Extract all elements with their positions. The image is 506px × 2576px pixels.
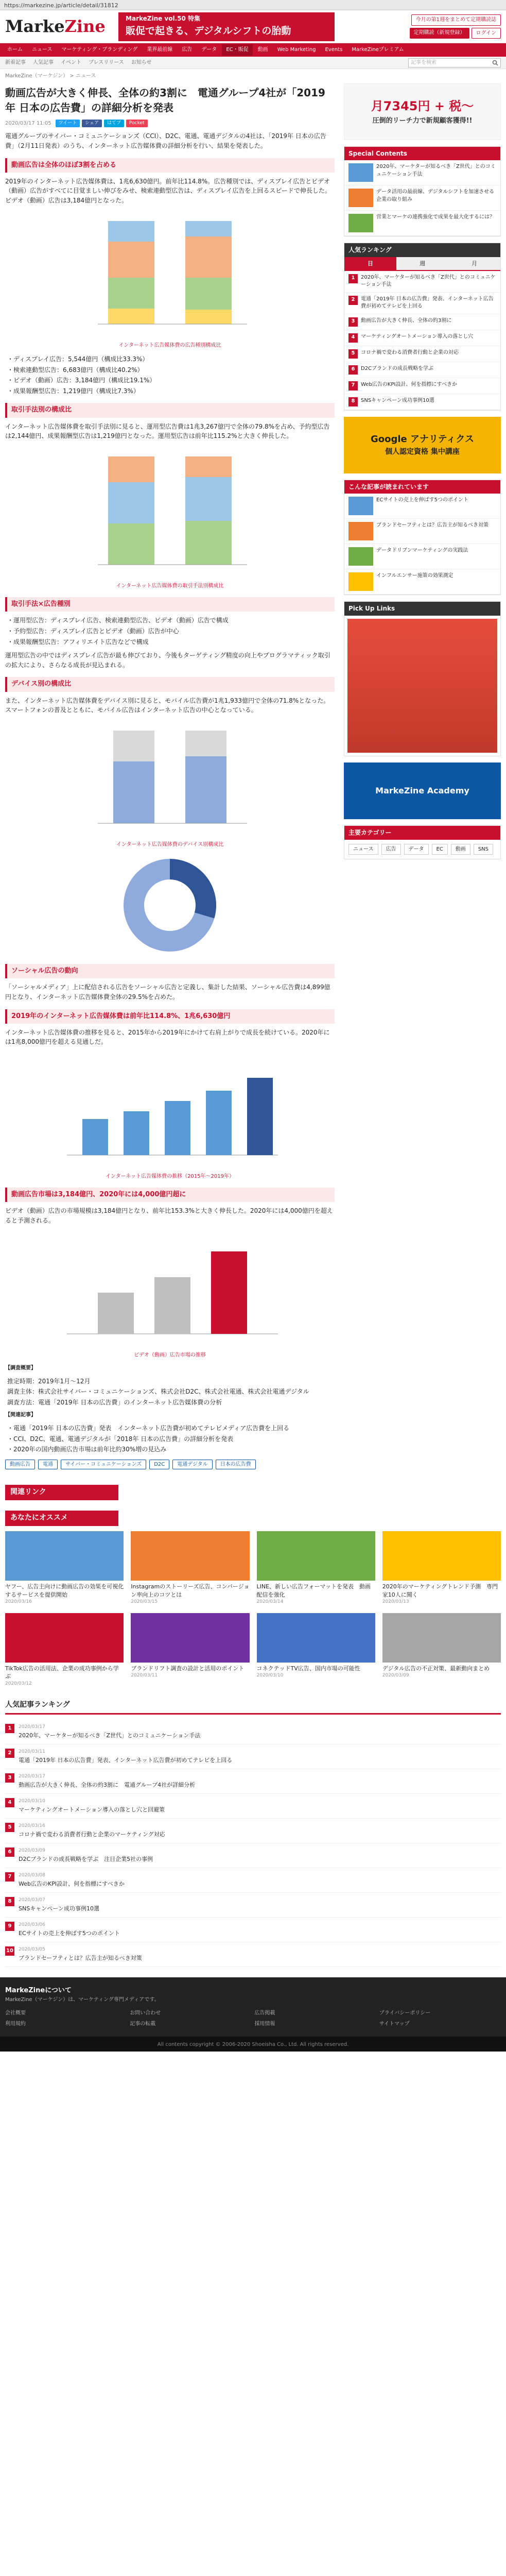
ad-title: 月7345円 + 税〜 bbox=[371, 98, 474, 113]
list-item: ・電通「2019年 日本の広告費」発表 インターネット広告費が初めてテレビメディア広告費を上回る bbox=[7, 1424, 290, 1432]
rank-date: 2020/03/06 bbox=[19, 1922, 45, 1928]
rank-title: マーケティングオートメーション導入の落とし穴 bbox=[361, 333, 474, 340]
categories bbox=[344, 825, 501, 859]
list-item: ・ビデオ（動画）広告：3,184億円（構成比19.1%） bbox=[7, 377, 156, 384]
rank-number: 3 bbox=[348, 317, 358, 327]
rank-title: 動画広告が大きく伸長、全体の約3割に 電通グループ4社が詳細分析 bbox=[19, 1782, 196, 1789]
rank-number: 8 bbox=[348, 397, 358, 406]
read-articles bbox=[344, 480, 501, 596]
category-link[interactable]: SNS bbox=[474, 844, 493, 855]
ranking-row[interactable] bbox=[5, 1794, 501, 1819]
rank-number: 2 bbox=[348, 296, 358, 305]
figure-stacked-bar-3 bbox=[5, 720, 335, 849]
category-link[interactable]: 動画 bbox=[451, 844, 470, 855]
card-thumbnail bbox=[5, 1531, 124, 1581]
nav-item[interactable]: EC・販促 bbox=[222, 44, 252, 56]
bar bbox=[82, 1119, 108, 1155]
rank-number: 7 bbox=[348, 381, 358, 391]
bar-segment bbox=[185, 477, 232, 521]
side-heading: Pick Up Links bbox=[344, 602, 500, 616]
list-item: ・CCI、D2C、電通、電通デジタルが「2018年 日本の広告費」の詳細分析を発表 bbox=[7, 1435, 234, 1443]
rank-number: 6 bbox=[5, 1848, 14, 1857]
side-list-item[interactable] bbox=[344, 211, 500, 236]
side-list-item[interactable] bbox=[344, 544, 500, 569]
search-placeholder: 記事を検索 bbox=[411, 59, 437, 65]
thumbnail bbox=[348, 497, 373, 515]
footer-link[interactable]: 利用規約 bbox=[5, 2021, 26, 2027]
side-item-title: ECサイトの売上を伸ばす5つのポイント bbox=[376, 497, 468, 503]
rank-item[interactable] bbox=[344, 293, 500, 314]
bar-segment bbox=[113, 731, 154, 761]
tag-link[interactable]: サイバー・コミュニケーションズ bbox=[61, 1460, 146, 1470]
sidebar bbox=[344, 83, 501, 866]
side-list-item[interactable] bbox=[344, 519, 500, 544]
card-thumbnail bbox=[257, 1613, 375, 1663]
recommend-card[interactable] bbox=[5, 1531, 124, 1606]
article-date: 2020/03/17 11:05 bbox=[5, 120, 51, 126]
rank-title: 電通「2019年 日本の広告費」発表、インターネット広告費が初めてテレビを上回る bbox=[19, 1757, 233, 1764]
rank-date: 2020/03/17 bbox=[19, 1774, 45, 1780]
recommend-card[interactable] bbox=[5, 1613, 124, 1688]
footer-link[interactable]: 会社概要 bbox=[5, 2010, 26, 2016]
figure-caption: インターネット広告媒体費の広告種別構成比 bbox=[118, 342, 221, 348]
bar bbox=[206, 1091, 232, 1155]
search-icon[interactable] bbox=[492, 60, 498, 66]
rank-number: 9 bbox=[5, 1922, 14, 1931]
breadcrumb[interactable]: MarkeZine（マーケジン） > ニュース bbox=[5, 73, 96, 79]
card-title: 2020年のマーケティングトレンド予測 専門家10人に聞く bbox=[382, 1583, 498, 1598]
side-list-item[interactable] bbox=[344, 160, 500, 185]
site-logo[interactable]: Marke Zine bbox=[5, 16, 106, 36]
login-button[interactable]: ログイン bbox=[472, 28, 501, 39]
side-item-title: データ活用の最前線、デジタルシフトを加速させる企業の取り組み bbox=[376, 189, 495, 202]
card-title: ヤフー、広告主向けに動画広告の効果を可視化するサービスを提供開始 bbox=[5, 1583, 124, 1598]
special-contents bbox=[344, 146, 501, 237]
thumbnail bbox=[348, 572, 373, 591]
thumbnail bbox=[348, 189, 373, 207]
rank-title: D2Cブランドの成長戦略を学ぶ bbox=[361, 365, 434, 371]
footer-heading: MarkeZineについて bbox=[5, 1986, 72, 1994]
card-thumbnail bbox=[257, 1531, 375, 1581]
rank-number: 4 bbox=[348, 333, 358, 343]
paragraph: また、インターネット広告媒体費をデバイス別に見ると、モバイル広告費が1兆1,933億円で全体の71.8%となった。スマートフォンの普及とともに、モバイル広告はインターネット広告の中心となっている。 bbox=[5, 697, 330, 714]
rank-number: 4 bbox=[5, 1798, 14, 1807]
copyright: All contents copyright © 2006-2020 Shoeisha Co., Ltd. All rights reserved. bbox=[0, 2037, 506, 2052]
rank-number: 5 bbox=[5, 1823, 14, 1832]
footer-link[interactable]: 記事の転載 bbox=[130, 2021, 156, 2027]
rank-title: 2020年、マーケターが知るべき「Z世代」とのコミュニケーション手法 bbox=[19, 1732, 201, 1739]
ranking-row[interactable] bbox=[5, 1893, 501, 1918]
bar-segment bbox=[108, 221, 154, 242]
list-item: 調査方法：電通「2019年 日本の広告費」のインターネット広告媒体費の分析 bbox=[7, 1398, 222, 1406]
stacked-bar-chart bbox=[77, 720, 263, 839]
bar-segment bbox=[185, 521, 232, 565]
rank-number: 7 bbox=[5, 1872, 14, 1882]
list-item: ・検索連動型広告：6,683億円（構成比40.2%） bbox=[7, 366, 144, 374]
card-thumbnail bbox=[5, 1613, 124, 1663]
bar-segment bbox=[185, 236, 232, 278]
figure-stacked-bar-1 bbox=[5, 211, 335, 350]
recommend-card[interactable] bbox=[257, 1531, 375, 1606]
card-thumbnail bbox=[131, 1531, 249, 1581]
ranking-box bbox=[344, 243, 501, 411]
subscribe-link[interactable]: 今月の第1週をまとめて定期購読誌 bbox=[411, 14, 501, 26]
category-link[interactable]: EC bbox=[432, 844, 448, 855]
rank-tab[interactable]: 週 bbox=[396, 257, 448, 270]
ranking-row[interactable] bbox=[5, 1744, 501, 1769]
recommend-section bbox=[0, 1511, 506, 1688]
ranking-row[interactable] bbox=[5, 1720, 501, 1744]
bar-segment bbox=[108, 242, 154, 278]
related-list bbox=[7, 1423, 335, 1454]
footer-link[interactable]: 広告掲載 bbox=[254, 2010, 275, 2016]
figure-video-bar bbox=[5, 1231, 335, 1360]
thumbnail bbox=[348, 214, 373, 232]
rank-item[interactable] bbox=[344, 378, 500, 394]
ranking-row[interactable] bbox=[5, 1918, 501, 1942]
rank-item[interactable] bbox=[344, 314, 500, 330]
rank-date: 2020/03/10 bbox=[19, 1799, 45, 1804]
bar-segment bbox=[108, 278, 154, 309]
ranking-row[interactable] bbox=[5, 1942, 501, 1967]
rank-number: 10 bbox=[5, 1946, 14, 1956]
figure-caption: インターネット広告媒体費のデバイス別構成比 bbox=[116, 841, 224, 848]
category-link[interactable]: ニュース bbox=[348, 844, 378, 855]
tag-link[interactable]: 電通デジタル bbox=[172, 1460, 212, 1470]
card-date: 2020/03/15 bbox=[131, 1599, 158, 1605]
subnav-item[interactable]: 新着記事 bbox=[5, 59, 26, 65]
bar bbox=[165, 1101, 190, 1155]
register-button[interactable]: 定期購読（新規登録） bbox=[410, 28, 469, 39]
rank-date: 2020/03/08 bbox=[19, 1873, 45, 1878]
card-title: デジタル広告の不正対策、最新動向まとめ bbox=[382, 1665, 490, 1672]
ad-subtitle: 圧倒的リーチ力で新規顧客獲得!! bbox=[372, 117, 473, 125]
nav-item[interactable]: 広告 bbox=[182, 47, 193, 53]
section-heading: あなたにオススメ bbox=[5, 1511, 118, 1526]
list-item: ・2020年の国内動画広告市場は前年比約30%増の見込み bbox=[7, 1446, 167, 1453]
subnav-item[interactable]: お知らせ bbox=[131, 59, 152, 65]
bar bbox=[211, 1251, 247, 1334]
recommend-card[interactable] bbox=[131, 1613, 249, 1688]
card-date: 2020/03/13 bbox=[382, 1599, 409, 1605]
figure-caption: ビデオ（動画）広告市場の推移 bbox=[134, 1352, 206, 1358]
rank-title: 電通「2019年 日本の広告費」発表、インターネット広告費が初めてテレビを上回る bbox=[361, 296, 494, 310]
list-item: ・予約型広告：ディスプレイ広告とビデオ（動画）広告が中心 bbox=[7, 627, 179, 635]
method-list bbox=[7, 1377, 335, 1408]
card-title: Instagramのストーリーズ広告、コンバージョン率向上のコツとは bbox=[131, 1583, 250, 1598]
rank-tab[interactable]: 日 bbox=[344, 257, 396, 270]
url-bar[interactable]: https://markezine.jp/article/detail/31812 bbox=[0, 0, 506, 10]
related-title: 【関連記事】 bbox=[5, 1412, 36, 1418]
pickup-banner[interactable] bbox=[347, 619, 497, 753]
article-lead: 電通グループのサイバー・コミュニケーションズ（CCI）、D2C、電通、電通デジタルの4社は、「2019年 日本の広告費」（2月11日発表）のうち、インターネット広告媒体費の詳細分析を行い、結果を発表した。 bbox=[5, 132, 326, 150]
nav-item[interactable]: ニュース bbox=[32, 47, 53, 53]
card-title: コネクテッドTV広告、国内市場の可能性 bbox=[256, 1665, 360, 1672]
section-heading: 関連リンク bbox=[5, 1485, 118, 1500]
site-header bbox=[0, 10, 506, 43]
figure-donut bbox=[5, 854, 335, 957]
rank-date: 2020/03/07 bbox=[19, 1897, 45, 1903]
bar-segment bbox=[185, 756, 226, 823]
bar-segment bbox=[185, 731, 226, 756]
side-item-title: ブランドセーフティとは？広告主が知るべき対策 bbox=[376, 522, 488, 529]
bar-segment bbox=[185, 456, 232, 477]
ranking-section bbox=[0, 1698, 506, 1967]
tag-link[interactable]: 動画広告 bbox=[5, 1460, 35, 1470]
side-heading: Special Contents bbox=[344, 147, 500, 161]
rank-title: D2Cブランドの成長戦略を学ぶ 注目企業5社の事例 bbox=[19, 1856, 153, 1862]
list-item: ・運用型広告：ディスプレイ広告、検索連動型広告、ビデオ（動画）広告で構成 bbox=[7, 617, 229, 624]
section-heading: 人気記事ランキング bbox=[5, 1698, 501, 1715]
sidebar-ad-3[interactable] bbox=[344, 762, 501, 819]
paragraph: ビデオ（動画）広告の市場規模は3,184億円となり、前年比153.3%と大きく伸長した。2020年には4,000億円を超えると予測される。 bbox=[5, 1207, 333, 1225]
side-heading: こんな記事が読まれています bbox=[344, 480, 500, 494]
recommend-card[interactable] bbox=[257, 1613, 375, 1688]
rank-tab[interactable]: 月 bbox=[448, 257, 500, 270]
rank-item[interactable] bbox=[344, 362, 500, 378]
article-title: 動画広告が大きく伸長、全体の約3割に 電通グループ4社が「2019年 日本の広告費」の詳細分析を発表 bbox=[5, 86, 325, 114]
bullet-list bbox=[7, 354, 335, 396]
rank-title: Web広告のKPI設計、何を指標にすべきか bbox=[361, 381, 458, 387]
bar-segment bbox=[108, 482, 154, 523]
rank-number: 1 bbox=[5, 1724, 14, 1733]
section-heading: 取引手法×広告種別 bbox=[5, 597, 335, 612]
figure-caption: インターネット広告媒体費の推移（2015年〜2019年） bbox=[106, 1173, 234, 1179]
rank-number: 3 bbox=[5, 1773, 14, 1783]
bar bbox=[98, 1293, 134, 1334]
paragraph: 2019年のインターネット広告媒体費は、1兆6,630億円。前年比114.8%。広告種別では、ディスプレイ広告とビデオ（動画）広告がすべてに目覚ましい伸びをみせ、検索連動型広告は、ディスプレイ広告を上回るスピードで伸長した。ビデオ（動画）広告は3,184億円となった。 bbox=[5, 177, 331, 204]
rank-number: 6 bbox=[348, 365, 358, 375]
card-title: ブランドリフト調査の設計と活用のポイント bbox=[131, 1665, 245, 1672]
footer-link[interactable]: 採用情報 bbox=[254, 2021, 275, 2027]
subnav-item[interactable]: 人気記事 bbox=[33, 59, 54, 65]
bar-segment bbox=[108, 456, 154, 482]
rank-item[interactable] bbox=[344, 346, 500, 362]
ranking-row[interactable] bbox=[5, 1868, 501, 1893]
rank-number: 5 bbox=[348, 349, 358, 359]
list-item: ・ディスプレイ広告：5,544億円（構成比33.3%） bbox=[7, 355, 149, 363]
rank-item[interactable] bbox=[344, 271, 500, 293]
card-date: 2020/03/11 bbox=[131, 1673, 158, 1679]
card-title: TikTok広告の活用法、企業の成功事例から学ぶ bbox=[5, 1665, 119, 1680]
card-date: 2020/03/09 bbox=[382, 1673, 409, 1679]
side-heading: 人気ランキング bbox=[344, 243, 500, 257]
rank-title: SNSキャンペーン成功事例10選 bbox=[361, 397, 434, 403]
rank-date: 2020/03/05 bbox=[19, 1947, 45, 1952]
tag-list bbox=[5, 1460, 335, 1470]
card-date: 2020/03/10 bbox=[256, 1673, 284, 1679]
social-button[interactable]: シェア bbox=[82, 120, 102, 128]
rank-date: 2020/03/16 bbox=[19, 1823, 45, 1829]
recommend-card[interactable] bbox=[131, 1531, 249, 1606]
footer-desc: MarkeZine（マーケジン）は、マーケティング専門メディアです。 bbox=[5, 1997, 160, 2003]
paragraph: インターネット広告媒体費の推移を見ると、2015年から2019年にかけて右肩上がりで成長を続けている。2020年には1兆8,000億円を超える見通しだ。 bbox=[5, 1028, 330, 1046]
list-item: ・成果報酬型広告：1,219億円（構成比7.3%） bbox=[7, 387, 139, 395]
bar-segment bbox=[185, 278, 232, 310]
section-heading: 2019年のインターネット広告媒体費は前年比114.8%、1兆6,630億円 bbox=[5, 1009, 335, 1024]
ad-title: Google アナリティクス bbox=[370, 433, 475, 445]
rank-item[interactable] bbox=[344, 394, 500, 410]
section-heading: デバイス別の構成比 bbox=[5, 677, 335, 691]
rank-title: ECサイトの売上を伸ばす5つのポイント bbox=[19, 1929, 120, 1937]
section-heading: 動画広告は全体のほぼ3割を占める bbox=[5, 158, 335, 173]
search-input[interactable] bbox=[408, 58, 501, 67]
nav-item[interactable]: 動画 bbox=[257, 47, 268, 53]
sidebar-ad-2[interactable] bbox=[344, 417, 501, 473]
subnav-item[interactable]: イベント bbox=[61, 59, 81, 65]
figure-trend-bar bbox=[5, 1052, 335, 1181]
bar-segment bbox=[185, 221, 232, 236]
rank-title: 動画広告が大きく伸長、全体の約3割に bbox=[361, 317, 452, 324]
bar bbox=[154, 1277, 190, 1334]
bar-segment bbox=[113, 761, 154, 823]
ranking-row[interactable] bbox=[5, 1819, 501, 1843]
tag-link[interactable]: D2C bbox=[149, 1460, 169, 1470]
subnav-item[interactable]: プレスリリース bbox=[89, 59, 124, 65]
card-date: 2020/03/16 bbox=[5, 1599, 32, 1605]
recommend-card[interactable] bbox=[382, 1613, 501, 1688]
paragraph: インターネット広告媒体費を取引手法別に見ると、運用型広告費は1兆3,267億円で全体の79.8%を占め、予約型広告は2,144億円、成果報酬型広告は1,219億円となった。運用型広告は前年比115.2%と大きく伸長した。 bbox=[5, 422, 330, 440]
section-heading: ソーシャル広告の動向 bbox=[5, 964, 335, 978]
bar-segment bbox=[108, 309, 154, 324]
card-thumbnail bbox=[131, 1613, 249, 1663]
recommend-card[interactable] bbox=[382, 1531, 501, 1606]
site-footer bbox=[0, 1977, 506, 2037]
method-title: 【調査概要】 bbox=[5, 1365, 36, 1371]
nav-item[interactable]: 業界最前線 bbox=[147, 47, 173, 53]
nav-item[interactable]: Web Marketing bbox=[277, 47, 316, 53]
bar bbox=[124, 1111, 149, 1155]
nav-item[interactable]: マーケティング・ブランディング bbox=[61, 47, 138, 53]
figure-caption: インターネット広告媒体費の取引手法別構成比 bbox=[116, 583, 224, 589]
footer-link[interactable]: プライバシーポリシー bbox=[379, 2010, 431, 2016]
nav-item[interactable]: MarkeZineプレミアム bbox=[352, 47, 404, 53]
video-bar-chart bbox=[51, 1231, 288, 1349]
figure-stacked-bar-2 bbox=[5, 446, 335, 590]
side-item-title: 営業とマーケの連携強化で成果を最大化するには？ bbox=[376, 214, 495, 221]
rank-date: 2020/03/17 bbox=[19, 1724, 45, 1730]
rank-title: Web広告のKPI設計、何を指標にすべきか bbox=[19, 1880, 125, 1887]
tag-link[interactable]: 電通 bbox=[38, 1460, 58, 1470]
card-title: LINE、新しい広告フォーマットを発表 動画配信を強化 bbox=[256, 1583, 371, 1598]
list-item: 調査主体：株式会社サイバー・コミュニケーションズ、株式会社D2C、株式会社電通、株式会社電通デジタル bbox=[7, 1388, 309, 1396]
side-item-title: データドリブンマーケティングの実践法 bbox=[376, 548, 468, 554]
card-thumbnail bbox=[382, 1531, 501, 1581]
card-date: 2020/03/14 bbox=[256, 1599, 284, 1605]
rank-item[interactable] bbox=[344, 330, 500, 346]
rank-date: 2020/03/11 bbox=[19, 1749, 45, 1755]
rank-title: SNSキャンペーン成功事例10選 bbox=[19, 1905, 99, 1912]
related-links-section bbox=[0, 1485, 506, 1500]
ranking-row[interactable] bbox=[5, 1769, 501, 1794]
side-list-item[interactable] bbox=[344, 185, 500, 211]
thumbnail bbox=[348, 547, 373, 566]
nav-item[interactable]: ホーム bbox=[7, 47, 23, 53]
rank-number: 8 bbox=[5, 1897, 14, 1906]
ad-title: MarkeZine Academy bbox=[375, 785, 469, 795]
pickup-links bbox=[344, 601, 501, 756]
bar-segment bbox=[108, 523, 154, 565]
rank-title: コロナ禍で変わる消費者行動と企業のマーケティング対応 bbox=[19, 1831, 165, 1838]
list-item: ・成果報酬型広告：アフィリエイト広告などで構成 bbox=[7, 638, 149, 646]
ad-subtitle: 個人認定資格 集中講座 bbox=[385, 447, 460, 456]
stacked-bar-chart bbox=[77, 446, 263, 580]
ranking-row[interactable] bbox=[5, 1843, 501, 1868]
rank-title: 2020年、マーケターが知るべき「Z世代」とのコミュニケーション手法 bbox=[361, 274, 496, 288]
article-main bbox=[5, 83, 335, 1475]
social-button[interactable]: Pocket bbox=[126, 120, 148, 128]
thumbnail bbox=[348, 163, 373, 182]
donut-chart bbox=[118, 854, 221, 957]
list-item: 推定時期：2019年1月〜12月 bbox=[7, 1377, 91, 1385]
section-heading: 取引手法別の構成比 bbox=[5, 403, 335, 417]
nav-item[interactable]: Events bbox=[325, 47, 343, 53]
stacked-bar-chart bbox=[77, 211, 263, 340]
paragraph: 運用型広告の中ではディスプレイ広告が最も伸びており、今後もターゲティング精度の向上やプログラマティック取引の拡大により、さらなる成長が見込まれる。 bbox=[5, 652, 330, 669]
rank-title: ブランドセーフティとは？広告主が知るべき対策 bbox=[19, 1954, 142, 1961]
category-link[interactable]: データ bbox=[404, 844, 429, 855]
nav-item[interactable]: データ bbox=[201, 47, 217, 53]
social-buttons bbox=[56, 120, 148, 128]
rank-title: マーケティングオートメーション導入の落とし穴と回避策 bbox=[19, 1806, 165, 1814]
category-link[interactable]: 広告 bbox=[381, 844, 401, 855]
social-button[interactable]: ツイート bbox=[56, 120, 80, 128]
tag-link[interactable]: 日本の広告費 bbox=[216, 1460, 256, 1470]
main-nav bbox=[0, 43, 506, 57]
bar-segment bbox=[185, 310, 232, 324]
rank-number: 1 bbox=[348, 274, 358, 283]
social-button[interactable]: はてブ bbox=[104, 120, 124, 128]
card-thumbnail bbox=[382, 1613, 501, 1663]
header-banner[interactable]: MarkeZine vol.50 特集 販促で起きる、デジタルシフトの胎動 bbox=[118, 12, 335, 41]
bullet-list bbox=[7, 616, 335, 647]
rank-date: 2020/03/09 bbox=[19, 1848, 45, 1854]
side-list-item[interactable] bbox=[344, 569, 500, 595]
rank-number: 2 bbox=[5, 1749, 14, 1758]
section-heading: 動画広告市場は3,184億円、2020年には4,000億円超に bbox=[5, 1188, 335, 1202]
thumbnail bbox=[348, 522, 373, 540]
side-item-title: 2020年、マーケターが知るべき「Z世代」とのコミュニケーション手法 bbox=[376, 164, 496, 177]
bar bbox=[247, 1078, 273, 1155]
rank-title: コロナ禍で変わる消費者行動と企業の対応 bbox=[361, 349, 459, 355]
sidebar-ad-1[interactable] bbox=[344, 83, 501, 140]
footer-link[interactable]: お問い合わせ bbox=[130, 2010, 161, 2016]
side-list-item[interactable] bbox=[344, 494, 500, 519]
card-date: 2020/03/12 bbox=[5, 1681, 32, 1687]
side-heading: 主要カテゴリー bbox=[344, 826, 500, 840]
side-item-title: インフルエンサー施策の効果測定 bbox=[376, 573, 453, 579]
paragraph: 「ソーシャルメディア」上に配信される広告をソーシャル広告と定義し、集計した結果、ソーシャル広告費は4,899億円となり、インターネット広告媒体費全体の29.5%を占めた。 bbox=[5, 984, 330, 1001]
sub-nav bbox=[0, 57, 506, 69]
footer-link[interactable]: サイトマップ bbox=[379, 2021, 410, 2027]
trend-bar-chart bbox=[51, 1052, 288, 1171]
